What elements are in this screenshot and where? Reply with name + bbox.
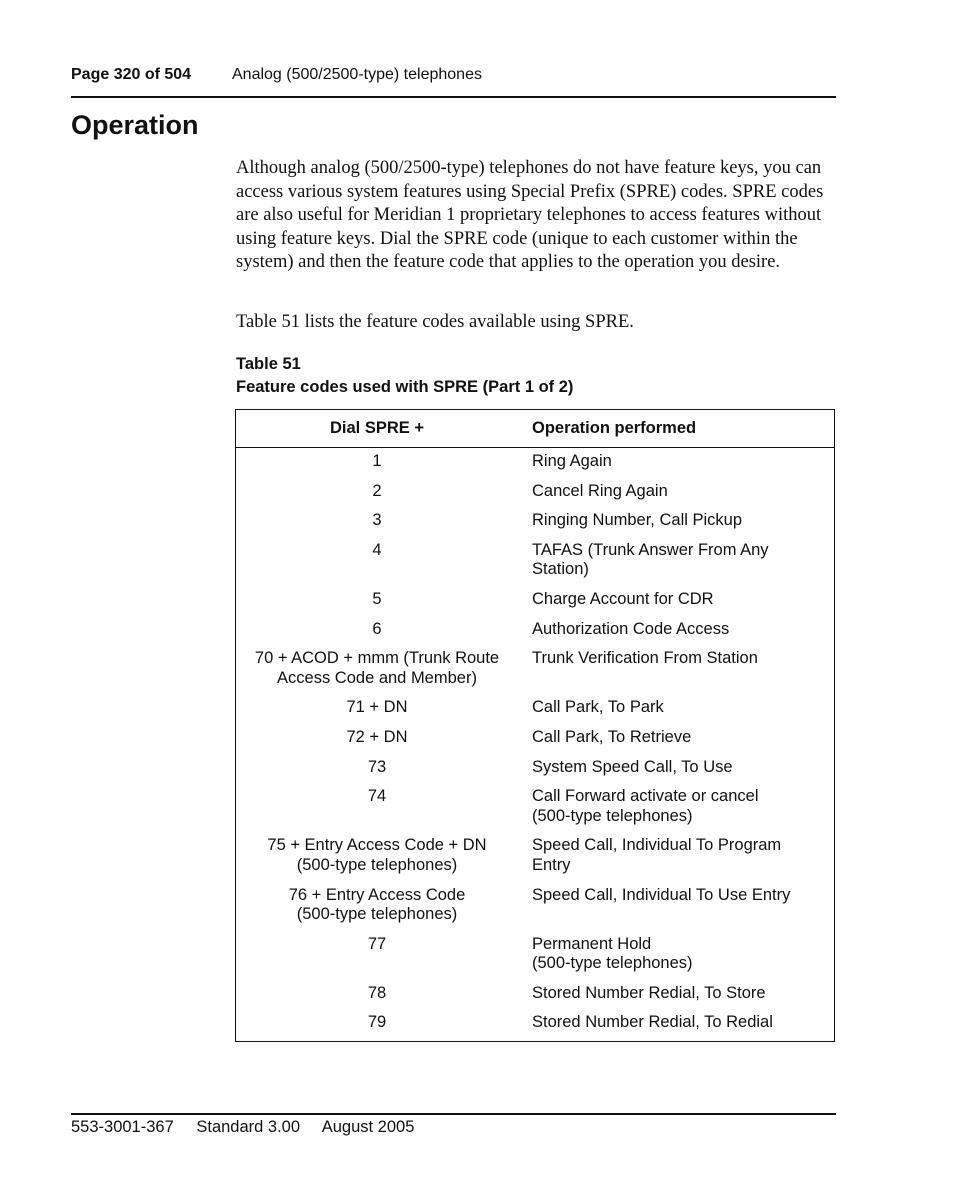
dial-code-cell bbox=[236, 649, 519, 698]
operation-cell bbox=[518, 482, 835, 512]
operation-cell bbox=[518, 1013, 835, 1041]
table-reference-paragraph: Table 51 lists the feature codes available using SPRE. bbox=[236, 312, 634, 332]
dial-code-cell bbox=[236, 620, 519, 650]
dial-code-cell bbox=[236, 728, 519, 758]
dial-code-line: 78 bbox=[367, 983, 387, 1002]
dial-code-line: (500-type telephones) bbox=[296, 905, 458, 924]
table-label: Table 51 bbox=[236, 355, 301, 373]
operation-cell bbox=[518, 649, 835, 698]
dial-code-line: 5 bbox=[372, 589, 382, 608]
operation-line: Entry bbox=[532, 855, 571, 874]
dial-code-line: 73 bbox=[367, 757, 387, 776]
table-row bbox=[236, 728, 835, 758]
operation-line: Charge Account for CDR bbox=[532, 589, 714, 608]
dial-code-line: 4 bbox=[372, 540, 382, 559]
footer-divider bbox=[71, 1113, 836, 1115]
table-row bbox=[236, 698, 835, 728]
dial-code-line: 75 + Entry Access Code + DN bbox=[267, 836, 487, 855]
operation-line: (500-type telephones) bbox=[532, 954, 693, 973]
operation-cell bbox=[518, 541, 835, 590]
section-title: Analog (500/2500-type) telephones bbox=[232, 66, 482, 83]
operation-line: Stored Number Redial, To Redial bbox=[532, 1013, 773, 1032]
table-row bbox=[236, 448, 835, 482]
dial-code-line: (500-type telephones) bbox=[296, 855, 458, 874]
operation-cell bbox=[518, 836, 835, 885]
table-row bbox=[236, 1013, 835, 1041]
operation-line: System Speed Call, To Use bbox=[532, 757, 733, 776]
table-row bbox=[236, 836, 835, 885]
table-row bbox=[236, 758, 835, 788]
dial-code-cell bbox=[236, 886, 519, 935]
operation-cell bbox=[518, 984, 835, 1014]
standard-version: Standard 3.00 bbox=[196, 1118, 301, 1136]
operation-line: Call Park, To Park bbox=[532, 698, 664, 717]
table-row bbox=[236, 620, 835, 650]
page-footer bbox=[71, 1118, 432, 1137]
table-row bbox=[236, 590, 835, 620]
operation-cell bbox=[518, 787, 835, 836]
table-row bbox=[236, 541, 835, 590]
dial-code-line: 77 bbox=[367, 934, 387, 953]
feature-codes-table bbox=[235, 409, 835, 1042]
operation-line: Permanent Hold bbox=[532, 934, 652, 953]
dial-code-line: 1 bbox=[372, 452, 382, 470]
operation-cell bbox=[518, 620, 835, 650]
operation-line: Speed Call, Individual To Use Entry bbox=[532, 885, 791, 904]
publication-date: August 2005 bbox=[321, 1118, 415, 1136]
dial-code-cell bbox=[236, 448, 519, 482]
operation-line: Cancel Ring Again bbox=[532, 481, 668, 500]
table-row bbox=[236, 935, 835, 984]
dial-code-line: 6 bbox=[372, 619, 382, 638]
operation-line: Authorization Code Access bbox=[532, 619, 730, 638]
dial-code-cell bbox=[236, 511, 519, 541]
dial-code-cell bbox=[236, 541, 519, 590]
table-body bbox=[236, 448, 835, 1042]
dial-code-cell bbox=[236, 836, 519, 885]
dial-code-line: 3 bbox=[372, 511, 382, 530]
column-header-dial-spre: Dial SPRE + bbox=[236, 410, 519, 448]
dial-code-cell bbox=[236, 787, 519, 836]
operation-cell bbox=[518, 590, 835, 620]
operation-cell bbox=[518, 511, 835, 541]
operation-cell bbox=[518, 698, 835, 728]
dial-code-line: 71 + DN bbox=[346, 698, 408, 717]
operation-line: TAFAS (Trunk Answer From Any bbox=[532, 540, 769, 559]
operation-line: Trunk Verification From Station bbox=[532, 649, 758, 668]
dial-code-cell bbox=[236, 590, 519, 620]
page-header bbox=[71, 66, 836, 98]
page-title: Operation bbox=[71, 110, 199, 140]
operation-line: Stored Number Redial, To Store bbox=[532, 983, 766, 1002]
operation-line: (500-type telephones) bbox=[532, 806, 693, 825]
dial-code-cell bbox=[236, 758, 519, 788]
page-number: Page 320 of 504 bbox=[71, 66, 192, 83]
table-row bbox=[236, 482, 835, 512]
operation-line: Speed Call, Individual To Program bbox=[532, 836, 782, 855]
table-caption bbox=[236, 353, 573, 399]
dial-code-cell bbox=[236, 935, 519, 984]
intro-paragraph: Although analog (500/2500-type) telephones do not have feature keys, you can access various system features using Special Prefix (SPRE) codes. SPRE codes are also useful for Meridian 1 proprietary telephones to access features without using feature keys. Dial the SPRE code (unique to each customer within the system) and then the feature code that applies to the operation you desire. bbox=[236, 158, 824, 273]
table-header-row bbox=[236, 410, 835, 448]
dial-code-line: 76 + Entry Access Code bbox=[288, 885, 466, 904]
table-row bbox=[236, 886, 835, 935]
document-number: 553-3001-367 bbox=[71, 1118, 174, 1136]
operation-cell bbox=[518, 728, 835, 758]
operation-line: Call Forward activate or cancel bbox=[532, 787, 759, 806]
operation-cell bbox=[518, 935, 835, 984]
table-title: Feature codes used with SPRE (Part 1 of 2) bbox=[236, 378, 574, 396]
table-row bbox=[236, 787, 835, 836]
dial-code-line: Access Code and Member) bbox=[277, 668, 477, 687]
dial-code-cell bbox=[236, 482, 519, 512]
dial-code-line: 74 bbox=[367, 787, 387, 806]
dial-code-line: 79 bbox=[367, 1013, 387, 1032]
table-row bbox=[236, 649, 835, 698]
dial-code-line: 70 + ACOD + mmm (Trunk Route bbox=[254, 649, 500, 668]
table-row bbox=[236, 984, 835, 1014]
dial-code-cell bbox=[236, 698, 519, 728]
dial-code-cell bbox=[236, 1013, 519, 1041]
operation-line: Ringing Number, Call Pickup bbox=[532, 511, 743, 530]
table-row bbox=[236, 511, 835, 541]
operation-line: Call Park, To Retrieve bbox=[532, 727, 692, 746]
dial-code-line: 2 bbox=[372, 481, 382, 500]
operation-cell bbox=[518, 448, 835, 482]
dial-code-cell bbox=[236, 984, 519, 1014]
operation-cell bbox=[518, 758, 835, 788]
column-header-operation: Operation performed bbox=[518, 410, 835, 448]
dial-code-line: 72 + DN bbox=[346, 727, 408, 746]
operation-line: Station) bbox=[532, 560, 589, 579]
operation-line: Ring Again bbox=[532, 452, 612, 470]
operation-cell bbox=[518, 886, 835, 935]
